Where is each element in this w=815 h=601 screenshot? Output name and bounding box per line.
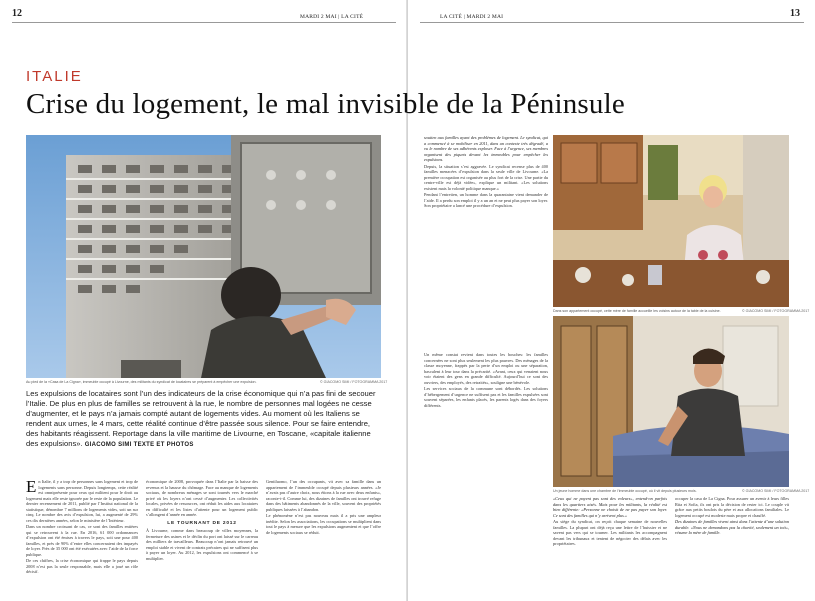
article-column-4: [424, 135, 548, 350]
kitchen-photo: [553, 135, 789, 307]
right-page-date: LA CITÉ | MARDI 2 MAI: [440, 14, 504, 20]
right-page-number: 13: [790, 8, 800, 19]
bedroom-photo: [553, 316, 789, 487]
column-1-paragraph: En Italie, il y a trop de personnes sans logement et trop de logements sans personne. Depuis longtemps, cette réalité est omniprésente pour ceux qui militent pour le droit au logement mais elle reste ignorée par le reste de la population. Le dernier recensement de 2011, publié par l’Institut national de la statistique, dénombre 7 millions de logements vides, soit un sur cinq. Le nombre des avis d’expulsion, lui, a augmenté de 29% ces dix dernières années, selon le ministère de l’Intérieur.: [26, 479, 138, 523]
column-2-paragraph: À Livourne, comme dans beaucoup de villes moyennes, la fermeture des usines et le déclin du port ont laissé sur le carreau des milliers de travailleurs. Beaucoup n’ont jamais retrouvé un emploi stable et vivent de contrats précaires qui ne suffisent plus à payer un loyer. Au 2012, les expulsions ont commencé à se multiplier.: [146, 528, 258, 561]
column-1-paragraph: Dans un nombre croissant de cas, ce sont des familles entières qui se retrouvent à la rue. En 2016, 61 000 ordonnances d’expulsion ont été émises à travers le pays, soit une pour 400 familles, et près de 90% d’entre elles concernaient des impayés de loyer. Près de 35 000 ont été exécutées avec l’aide de la force publique.: [26, 524, 138, 557]
article-kicker: ITALIE: [26, 68, 83, 85]
column-7-paragraph: occuper la casa de La Cigna. Pour assurer un avenir à leurs filles Rita et Sofia, ils ont pris la décision de rester ici. Le couple vit grâce aux petits boulots du père et aux allocations familiales. Le logement occupé est modeste mais propre et chauffé.: [675, 496, 789, 518]
right-folio: [790, 8, 800, 19]
main-photo-credit: © GIACOMO SIMI / FOTOGRAMMA 2017: [320, 380, 388, 384]
left-header-rule: [12, 22, 396, 23]
article-column-5: [424, 352, 548, 596]
article-headline: Crise du logement, le mal invisible de la Péninsule: [26, 88, 625, 120]
article-chapo: [26, 389, 381, 450]
column-5-paragraph: Les services sociaux de la commune sont débordés. Les solutions d’hébergement d’urgence ne suffisent pas et les familles expulsées sont souvent séparées, les enfants placés, les parents logés dans des foyers différents.: [424, 386, 548, 408]
column-4-paragraph: Depuis, la situation s’est aggravée. Le syndicat recense plus de 400 familles menacées d’expulsion dans la seule ville de Livourne. «La première occupation est organisée au plus fort de la crise. Une partie du centre-ville est déjà vidée», explique un militant. «Les solutions existent mais la volonté politique manque.»: [424, 163, 548, 191]
column-3-paragraph: Le phénomène n’est pas nouveau mais il a pris une ampleur inédite. Selon les associations, les occupations se multiplient dans tout le pays à mesure que les expulsions augmentent et que l’offre de logements sociaux se réduit.: [266, 513, 381, 535]
column-6-paragraph: Au siège du syndicat, on reçoit chaque semaine de nouvelles familles. La plupart ont déjà reçu une lettre de l’huissier et ne savent pas vers qui se tourner. Les militants les accompagnent devant les tribunaux et tentent de négocier des délais avec les propriétaires.: [553, 519, 667, 546]
kitchen-photo-credit: © GIACOMO SIMI / FOTOGRAMMA 2017: [742, 309, 810, 313]
column-7-paragraph: Des dizaines de familles vivent ainsi dans l’attente d’une solution durable. «Nous ne demandons pas la charité, seulement un toit», résume la mère de famille.: [675, 519, 789, 535]
article-column-3: [266, 479, 381, 594]
right-header-rule: [420, 22, 804, 23]
chapo-text: Les expulsions de locataires sont l’un des indicateurs de la crise économique qui n’a pas fini de secouer l’Italie. De plus en plus de familles se retrouvent à la rue, le nombre de personnes mal logées ne cesse d’augmenter, et le pays n’a jamais compté autant de logements vides. Au moment où les Italiens se rendent aux urnes, le 4 mars, cette réalité continue d’être passée sous silence. Pour se faire entendre, des habitants réagissent. Reportage dans la ville maritime de Livourne, en Toscane, «capitale italienne des expulsions».: [26, 389, 376, 448]
left-page-number: 12: [12, 8, 22, 19]
bedroom-photo-illustration: [553, 316, 789, 487]
article-byline: GIACOMO SIMI TEXTE ET PHOTOS: [84, 441, 194, 448]
kitchen-photo-illustration: [553, 135, 789, 307]
kitchen-photo-caption: Dans son appartement occupé, cette mère de famille accueille les voisins autour de la table de la cuisine.: [553, 309, 721, 313]
article-column-7: [675, 496, 789, 596]
column-2-paragraph: économique de 2008, provoquée dans l’Italie par la baisse des revenus et la hausse du chômage. Face au manque de logements sociaux, de nombreux ménages se sont tournés vers le marché privé où les loyers n’ont cessé d’augmenter. Les collectivités locales, privées de ressources, ont réduit les aides aux locataires en difficulté et les listes d’attente pour un logement public s’allongent d’année en année.: [146, 479, 258, 517]
article-column-1: [26, 479, 138, 594]
column-4-paragraph: soutien aux familles ayant des problèmes de logement. Le syndicat, qui a commencé à se mobiliser en 2011, dans un contexte très dégradé, a vu le nombre de ses adhérents exploser. Face à l’urgence, ses membres organisent des piquets devant les immeubles pour empêcher les expulsions.: [424, 135, 548, 162]
bedroom-photo-credit: © GIACOMO SIMI / FOTOGRAMMA 2017: [742, 489, 810, 493]
column-5-paragraph: Un même constat revient dans toutes les bouches: les familles concernées ne sont plus seulement les plus pauvres. Des ménages de la classe moyenne, frappés par la perte d’un emploi ou une séparation, basculent à leur tour dans la précarité. «Avant, ceux qui venaient nous voir étaient des gens en grande difficulté. Aujourd’hui ce sont des ouvriers, des employés, des retraités», souligne une bénévole.: [424, 352, 548, 385]
main-photo-caption: Au pied de la «Casa de La Cigna», immeuble occupé à Livourne, des militants du syndicat de locataires se préparent à empêcher une expulsion.: [26, 380, 257, 384]
article-column-6: [553, 496, 667, 596]
drop-cap: E: [26, 479, 37, 496]
column-6-paragraph: «Ceux qui ne payent pas sont des voleurs», entend-on parfois dans les quartiers aisés. Mais pour les militants, la réalité est bien différente: «Personne ne choisit de ne pas payer son loyer. Ce sont des familles qui n’y arrivent plus.»: [553, 496, 667, 518]
column-4-paragraph: Pendant l’entretien, un homme dans la quarantaine vient demander de l’aide. Il a perdu son emploi il y a un an et ne peut plus payer son loyer. Son propriétaire a lancé une procédure d’expulsion.: [424, 192, 548, 208]
main-photo: [26, 135, 381, 378]
left-folio: [12, 8, 22, 19]
main-photo-illustration: [26, 135, 381, 378]
article-subhead: LE TOURNANT DE 2012: [167, 520, 237, 526]
left-folio-date: [300, 10, 363, 20]
column-3-paragraph: Gentiluomo, l’un des occupants, vit avec sa famille dans un appartement de l’immeuble occupé depuis plusieurs années. «Je n’avais pas d’autre choix, nous étions à la rue avec deux enfants», raconte-t-il. Comme lui, des dizaines de familles ont trouvé refuge dans des bâtiments abandonnés de la ville, souvent des propriétés publiques laissées à l’abandon.: [266, 479, 381, 512]
article-column-2: [146, 479, 258, 594]
right-folio-date: [440, 10, 503, 20]
column-1-paragraph: De ces chiffres, la crise économique qui frappe le pays depuis 2008 n’est pas la seule responsable, mais elle a joué un rôle décisif.: [26, 558, 138, 574]
bedroom-photo-caption: Un jeune homme dans une chambre de l’immeuble occupé, où il vit depuis plusieurs mois.: [553, 489, 697, 493]
left-page-date: MARDI 2 MAI | LA CITÉ: [300, 14, 364, 20]
